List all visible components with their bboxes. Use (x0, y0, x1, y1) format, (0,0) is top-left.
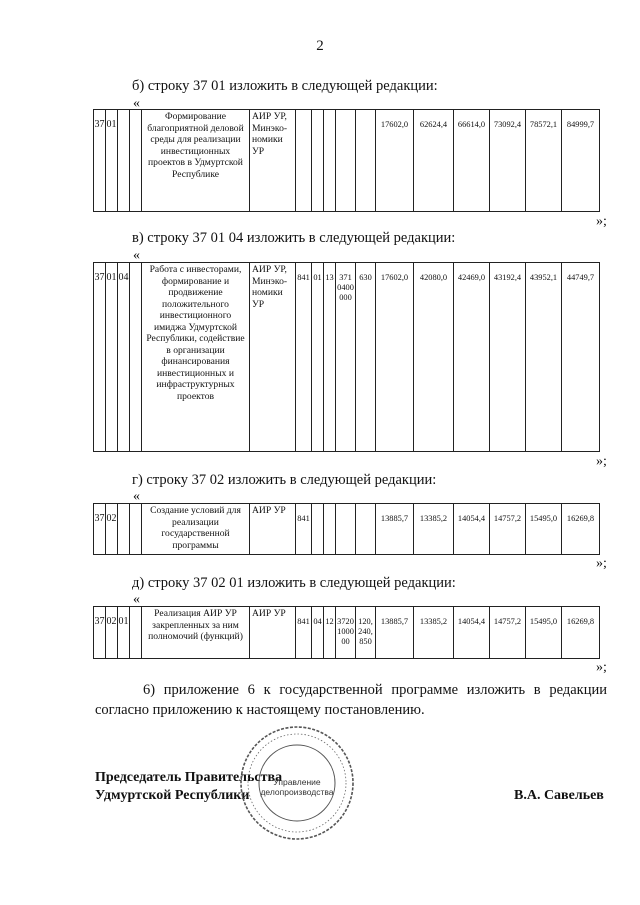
open-quote: « (133, 248, 140, 263)
cell-code-event (118, 110, 130, 212)
section-heading-d: д) строку 37 02 01 изложить в следующей редакции: (132, 575, 456, 591)
cell-grbs-code: 841 (296, 607, 312, 659)
table-row (94, 504, 600, 555)
cell-executor: АИР УР (250, 504, 296, 555)
cell-event-name: Формирование благоприятной деловой среды для реализации инвестиционных проектов в Удмуртской Республике (142, 110, 250, 212)
table-row (94, 607, 600, 659)
cell-section-code (312, 504, 324, 555)
cell-value-2016: 42080,0 (414, 263, 454, 452)
cell-expense-type: 120, 240, 850 (356, 607, 376, 659)
cell-value-2019: 15495,0 (526, 607, 562, 659)
cell-value-2020: 16269,8 (562, 504, 600, 555)
cell-target-article (336, 110, 356, 212)
cell-code-program: 37 (94, 504, 106, 555)
table-row (94, 110, 600, 212)
cell-grbs-code: 841 (296, 263, 312, 452)
cell-code-event (118, 504, 130, 555)
signatory-name: В.А. Савельев (514, 788, 604, 803)
cell-executor: АИР УР, Минэко-номики УР (250, 110, 296, 212)
cell-executor: АИР УР, Минэко-номики УР (250, 263, 296, 452)
cell-code-subprogram: 02 (106, 504, 118, 555)
open-quote: « (133, 592, 140, 607)
cell-code-subprogram: 01 (106, 110, 118, 212)
cell-expense-type (356, 110, 376, 212)
signatory-position-line2: Удмуртской Республики (95, 788, 250, 803)
cell-value-2018: 14757,2 (490, 607, 526, 659)
close-quote: »; (596, 454, 607, 469)
close-quote: »; (596, 660, 607, 675)
cell-value-2020: 16269,8 (562, 607, 600, 659)
close-quote: »; (596, 214, 607, 229)
cell-target-article: 371 0400 000 (336, 263, 356, 452)
cell-code-program: 37 (94, 607, 106, 659)
section-heading-v: в) строку 37 01 04 изложить в следующей редакции: (132, 230, 456, 246)
cell-value-2016: 62624,4 (414, 110, 454, 212)
cell-subsection-code: 12 (324, 607, 336, 659)
page-number: 2 (316, 38, 324, 54)
signatory-position-line1: Председатель Правительства (95, 770, 283, 785)
cell-code-program: 37 (94, 263, 106, 452)
cell-value-2020: 44749,7 (562, 263, 600, 452)
cell-value-2015: 17602,0 (376, 263, 414, 452)
seal-text-line2: делопроизводства (260, 787, 334, 797)
cell-subsection-code: 13 (324, 263, 336, 452)
close-quote: »; (596, 556, 607, 571)
cell-section-code: 01 (312, 263, 324, 452)
cell-value-2015: 17602,0 (376, 110, 414, 212)
section-heading-g: г) строку 37 02 изложить в следующей редакции: (132, 472, 437, 488)
table-row (94, 263, 600, 452)
cell-event-name: Работа с инвесторами, формирование и продвижение положительного инвестиционного имиджа Удмуртской Республики, содействие в организации финансирования инвестиционных и инфраструктурных проектов (142, 263, 250, 452)
cell-value-2017: 66614,0 (454, 110, 490, 212)
cell-section-code (312, 110, 324, 212)
cell-target-article: 3720 1000 00 (336, 607, 356, 659)
cell-value-2015: 13885,7 (376, 504, 414, 555)
official-seal-stamp (238, 724, 356, 842)
cell-subsection-code (324, 110, 336, 212)
cell-value-2019: 15495,0 (526, 504, 562, 555)
paragraph-6: 6) приложение 6 к государственной программе изложить в редакции согласно приложению к настоящему постановлению. (95, 682, 607, 718)
cell-code-subprogram: 01 (106, 263, 118, 452)
cell-code-program: 37 (94, 110, 106, 212)
cell-code-event: 04 (118, 263, 130, 452)
cell-expense-type (356, 504, 376, 555)
cell-event-name: Создание условий для реализации государственной программы (142, 504, 250, 555)
cell-value-2017: 14054,4 (454, 607, 490, 659)
open-quote: « (133, 96, 140, 111)
cell-section-code: 04 (312, 607, 324, 659)
cell-grbs-code: 841 (296, 504, 312, 555)
cell-target-article (336, 504, 356, 555)
cell-value-2017: 14054,4 (454, 504, 490, 555)
cell-value-2019: 43952,1 (526, 263, 562, 452)
cell-value-2016: 13385,2 (414, 504, 454, 555)
cell-executor: АИР УР (250, 607, 296, 659)
row-table-37-02-01 (93, 606, 600, 659)
open-quote: « (133, 489, 140, 504)
cell-value-2018: 73092,4 (490, 110, 526, 212)
cell-value-2020: 84999,7 (562, 110, 600, 212)
cell-value-2017: 42469,0 (454, 263, 490, 452)
cell-subsection-code (324, 504, 336, 555)
cell-grbs-code (296, 110, 312, 212)
cell-expense-type: 630 (356, 263, 376, 452)
cell-event-name: Реализация АИР УР закрепленных за ним полномочий (функций) (142, 607, 250, 659)
row-table-37-01 (93, 109, 600, 212)
cell-code-subprogram: 02 (106, 607, 118, 659)
seal-text-line1: Управление (273, 777, 321, 787)
section-heading-b: б) строку 37 01 изложить в следующей редакции: (132, 78, 438, 94)
cell-code-subevent (130, 504, 142, 555)
cell-value-2018: 43192,4 (490, 263, 526, 452)
cell-value-2015: 13885,7 (376, 607, 414, 659)
cell-code-event: 01 (118, 607, 130, 659)
cell-value-2016: 13385,2 (414, 607, 454, 659)
cell-code-subevent (130, 607, 142, 659)
cell-value-2019: 78572,1 (526, 110, 562, 212)
cell-value-2018: 14757,2 (490, 504, 526, 555)
row-table-37-01-04 (93, 262, 600, 452)
row-table-37-02 (93, 503, 600, 555)
cell-code-subevent (130, 110, 142, 212)
cell-code-subevent (130, 263, 142, 452)
